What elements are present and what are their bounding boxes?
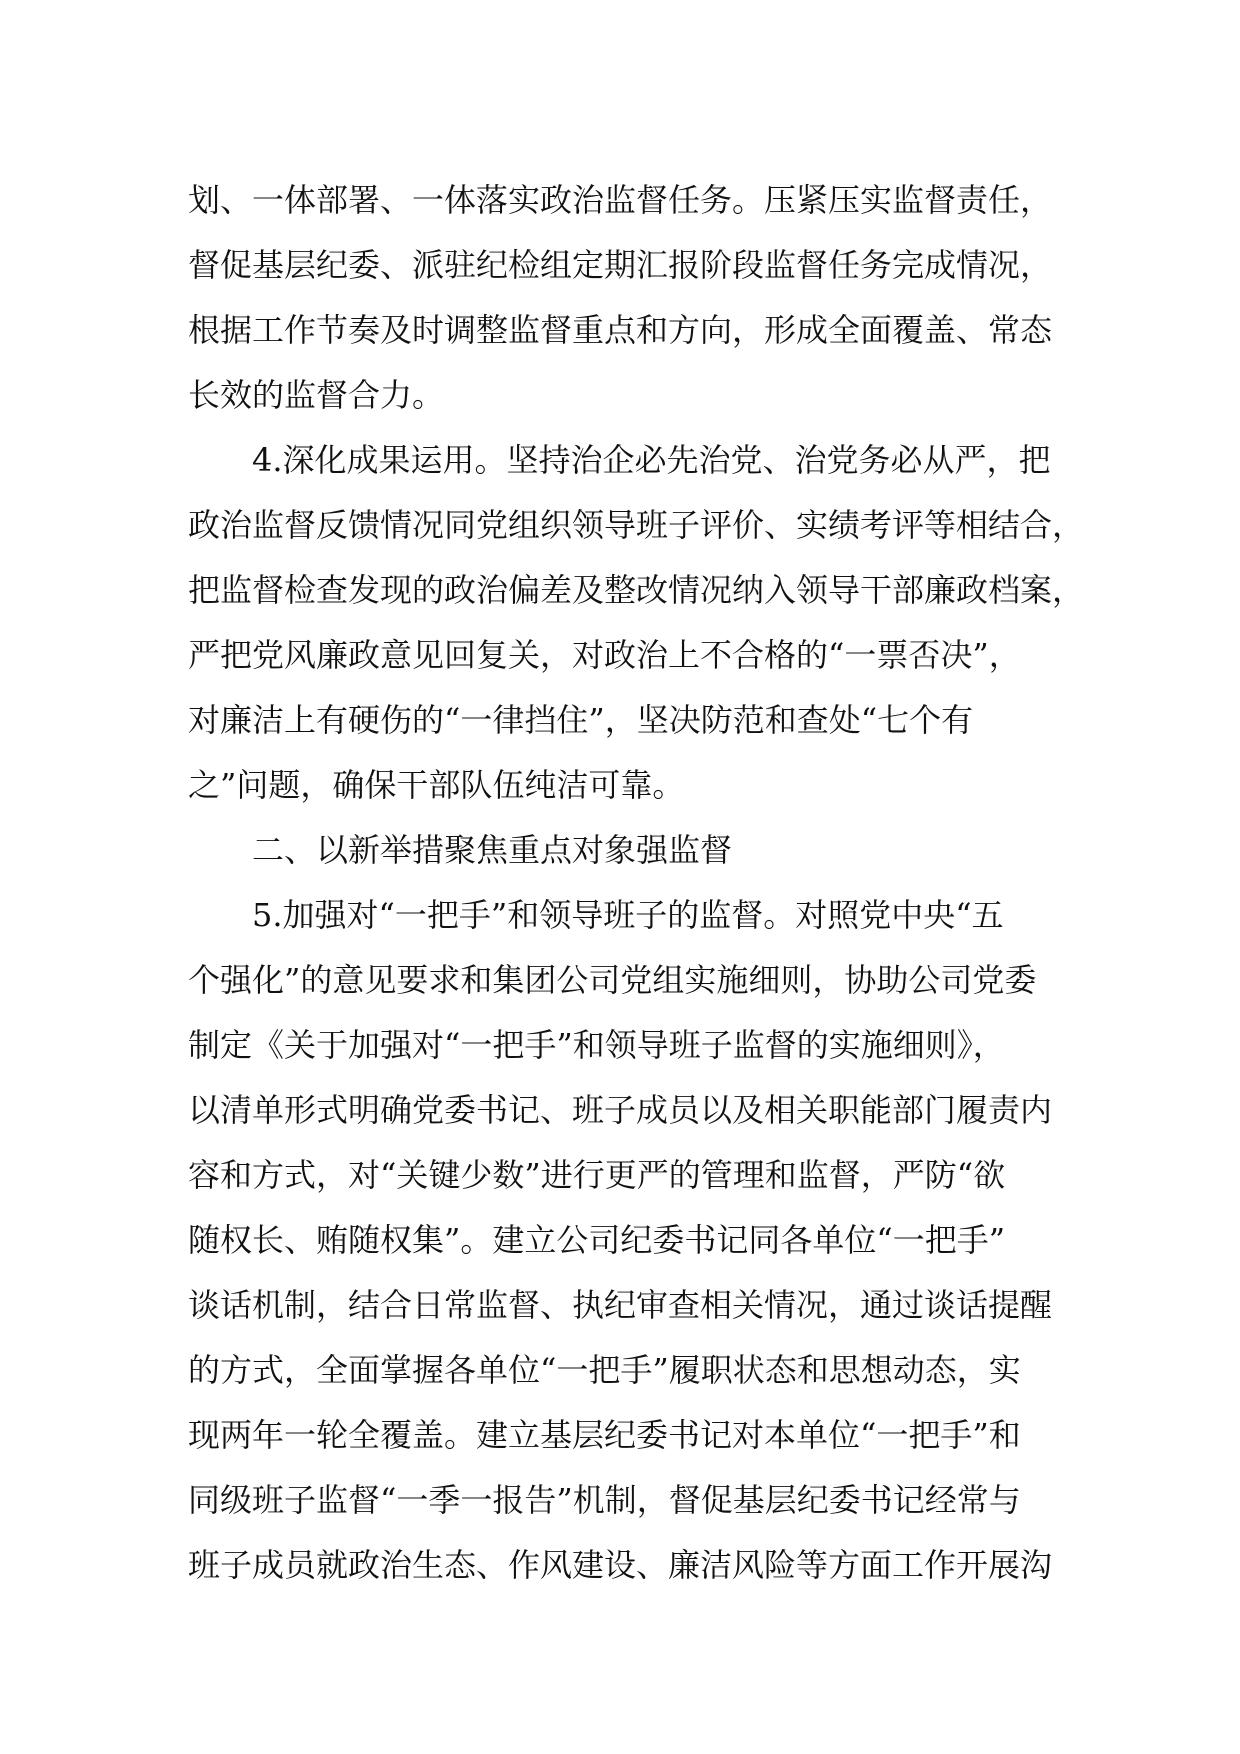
text-line: 划、一体部署、一体落实政治监督任务。压紧压实监督责任， xyxy=(188,181,1053,219)
text-line: 的方式，全面掌握各单位“一把手”履职状态和思想动态，实 xyxy=(188,1351,1021,1389)
section-heading: 二、以新举措聚焦重点对象强监督 xyxy=(252,831,733,869)
text-line: 随权长、贿随权集”。建立公司纪委书记同各单位“一把手” xyxy=(188,1221,1006,1259)
paragraph-start-line: 5.加强对“一把手”和领导班子的监督。对照党中央“五 xyxy=(252,896,1004,934)
text-line: 对廉洁上有硬伤的“一律挡住”，坚决防范和查处“七个有 xyxy=(188,701,974,739)
text-line: 容和方式，对“关键少数”进行更严的管理和监督，严防“欲 xyxy=(188,1156,1006,1194)
text-line: 督促基层纪委、派驻纪检组定期汇报阶段监督任务完成情况， xyxy=(188,246,1053,284)
text-line: 以清单形式明确党委书记、班子成员以及相关职能部门履责内 xyxy=(188,1091,1053,1129)
text-line: 现两年一轮全覆盖。建立基层纪委书记对本单位“一把手”和 xyxy=(188,1416,1021,1454)
document-body xyxy=(188,168,1088,1598)
text-line: 把监督检查发现的政治偏差及整改情况纳入领导干部廉政档案， xyxy=(188,571,1085,609)
text-line: 政治监督反馈情况同党组织领导班子评价、实绩考评等相结合， xyxy=(188,506,1085,544)
text-line: 之”问题，确保干部队伍纯洁可靠。 xyxy=(188,766,685,804)
text-line: 谈话机制，结合日常监督、执纪审查相关情况，通过谈话提醒 xyxy=(188,1286,1053,1324)
text-line: 严把党风廉政意见回复关，对政治上不合格的“一票否决”， xyxy=(188,636,1021,674)
text-line: 制定《关于加强对“一把手”和领导班子监督的实施细则》， xyxy=(188,1026,1005,1064)
text-line: 班子成员就政治生态、作风建设、廉洁风险等方面工作开展沟 xyxy=(188,1546,1053,1584)
text-line: 根据工作节奏及时调整监督重点和方向，形成全面覆盖、常态 xyxy=(188,311,1053,349)
text-line: 同级班子监督“一季一报告”机制，督促基层纪委书记经常与 xyxy=(188,1481,1021,1519)
text-line: 长效的监督合力。 xyxy=(188,376,445,414)
paragraph-start-line: 4.深化成果运用。坚持治企必先治党、治党务必从严，把 xyxy=(252,441,1051,479)
text-line: 个强化”的意见要求和集团公司党组实施细则，协助公司党委 xyxy=(188,961,1037,999)
